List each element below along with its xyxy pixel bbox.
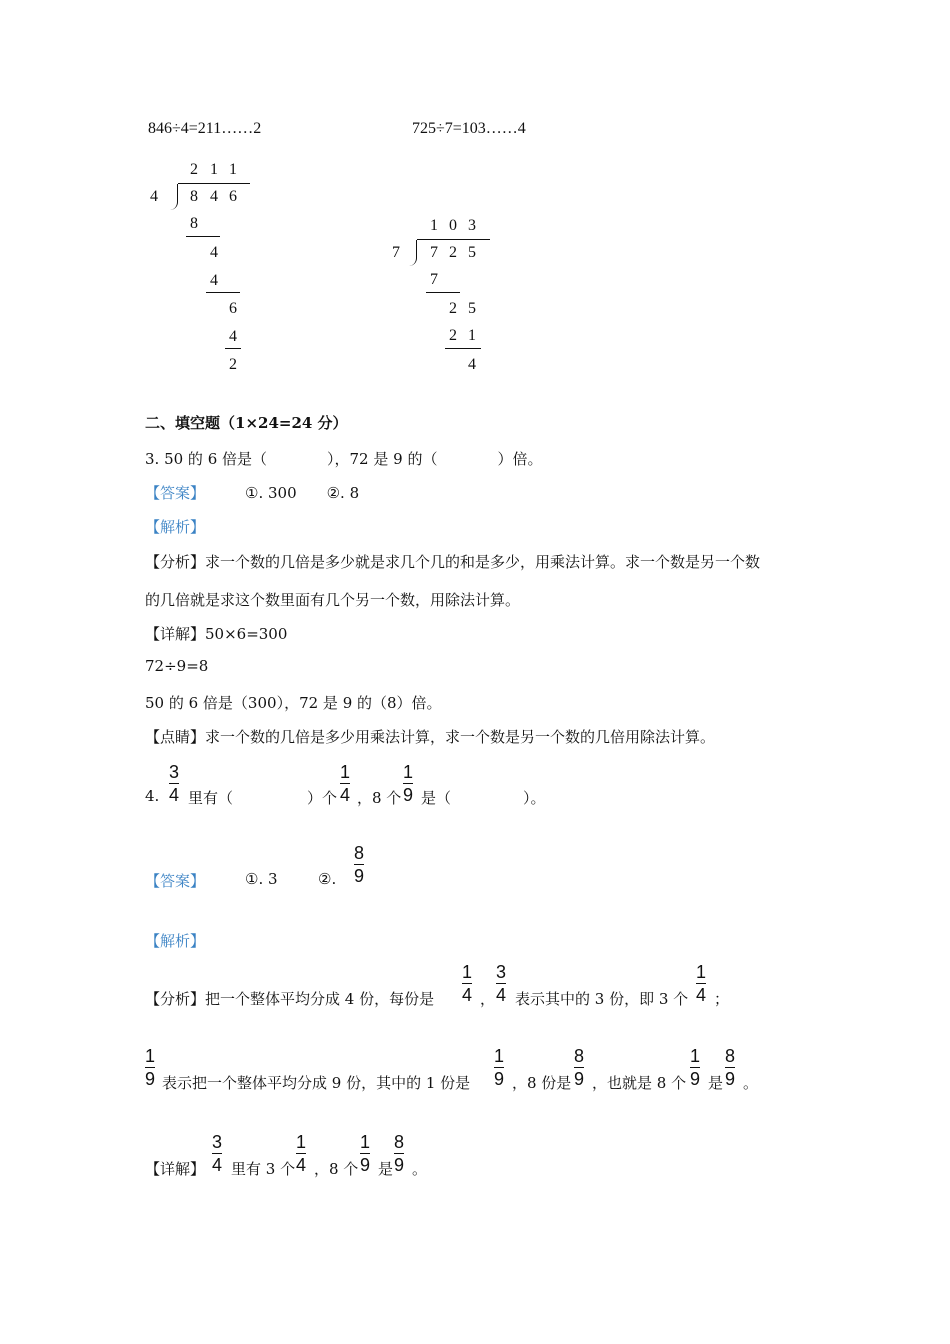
q3-dianjing: 【点睛】求一个数的几倍是多少用乘法计算，求一个数是另一个数的几倍用除法计算。 (145, 728, 716, 746)
q4-detail-label: 【详解】 (145, 1160, 206, 1178)
quotient-digit: 2 (190, 161, 198, 178)
q4-analysis-text: 表示把一个整体平均分成 9 份，其中的 1 份是 (162, 1074, 471, 1092)
q4-answer-label: 【答案】 (145, 872, 206, 890)
division-bracket (170, 184, 178, 210)
q4-number: 4. (145, 787, 160, 805)
section-title: 二、填空题（1×24=24 分） (145, 414, 348, 432)
q3-answer: ①. 300 ②. 8 (245, 484, 360, 502)
q3-analysis-label: 【解析】 (145, 518, 206, 536)
q4-analysis-text: 是 (708, 1074, 724, 1092)
q4-detail-text: 。 (412, 1160, 428, 1178)
step-digit: 8 (190, 215, 198, 232)
step-digit: 4 (210, 272, 218, 289)
quotient-digit: 0 (449, 217, 457, 234)
fraction-one-ninth: 1 9 (403, 762, 414, 805)
q3-analysis-line1: 【分析】求一个数的几倍是多少就是求几个几的和是多少，用乘法计算。求一个数是另一个数 (145, 553, 761, 571)
step-line (206, 292, 240, 293)
division-equation-2: 725÷7=103……4 (412, 120, 526, 137)
step-line (225, 348, 241, 349)
division-bar (178, 183, 250, 184)
fraction-one-fourth: 1 4 (340, 762, 351, 805)
q4-detail-text: 里有 3 个 (231, 1160, 296, 1178)
division-bracket (409, 240, 417, 266)
dividend-digit: 2 (449, 244, 457, 261)
q3-detail-line3: 50 的 6 倍是（300），72 是 9 的（8）倍。 (145, 694, 442, 712)
quotient-digit: 1 (430, 217, 438, 234)
fraction-eight-ninths: 8 9 (394, 1132, 405, 1175)
fraction-one-fourth: 1 4 (462, 962, 473, 1005)
fraction-one-ninth: 1 9 (494, 1046, 505, 1089)
q4-text: ）。 (523, 789, 546, 807)
fraction-eight-ninths: 8 9 (574, 1046, 585, 1089)
dividend-digit: 8 (190, 188, 198, 205)
division-bar (417, 239, 490, 240)
q4-analysis-text: ， (480, 990, 496, 1008)
step-line (426, 292, 460, 293)
q4-text: ，8 个 (357, 789, 402, 807)
quotient-digit: 3 (468, 217, 476, 234)
q3-detail-line2: 72÷9=8 (145, 657, 209, 675)
step-digit: 7 (430, 271, 438, 288)
q3-detail-line1: 【详解】50×6=300 (145, 625, 288, 643)
fraction-one-ninth: 1 9 (145, 1046, 156, 1089)
dividend-digit: 4 (210, 188, 218, 205)
division-equation-1: 846÷4=211……2 (148, 120, 262, 137)
dividend-digit: 7 (430, 244, 438, 261)
fraction-one-ninth: 1 9 (360, 1132, 371, 1175)
quotient-digit: 1 (229, 161, 237, 178)
q4-answer-1: ①. 3 (245, 870, 278, 888)
fraction-eight-ninths: 8 9 (725, 1046, 736, 1089)
step-digit: 4 (468, 356, 476, 373)
q4-analysis-text: ，8 份是 (512, 1074, 572, 1092)
fraction-one-fourth: 1 4 (296, 1132, 307, 1175)
step-digit: 1 (468, 327, 476, 344)
fraction-three-fourths: 3 4 (212, 1132, 223, 1175)
dividend-digit: 5 (468, 244, 476, 261)
q3-question: 3. 50 的 6 倍是（ ），72 是 9 的（ ）倍。 (145, 450, 543, 468)
step-line (445, 348, 481, 349)
step-line (186, 236, 220, 237)
q4-detail-text: 是 (378, 1160, 394, 1178)
q4-analysis-text: ； (714, 990, 730, 1008)
quotient-digit: 1 (210, 161, 218, 178)
q3-answer-label: 【答案】 (145, 484, 206, 502)
fraction-eight-ninths: 8 9 (354, 843, 365, 886)
q4-analysis-label: 【解析】 (145, 932, 206, 950)
dividend-digit: 6 (229, 188, 237, 205)
step-digit: 6 (229, 300, 237, 317)
q4-text: ）个 (307, 789, 338, 807)
divisor: 7 (392, 244, 400, 261)
q4-detail-text: ，8 个 (314, 1160, 359, 1178)
step-digit: 2 (449, 327, 457, 344)
q3-analysis-line2: 的几倍就是求这个数里面有几个另一个数，用除法计算。 (145, 591, 521, 609)
step-digit: 5 (468, 300, 476, 317)
step-digit: 2 (449, 300, 457, 317)
q4-text: 里有（ (188, 789, 234, 807)
q4-analysis-text: 。 (743, 1074, 759, 1092)
fraction-one-fourth: 1 4 (696, 962, 707, 1005)
step-digit: 4 (229, 328, 237, 345)
step-digit: 4 (210, 244, 218, 261)
step-digit: 2 (229, 356, 237, 373)
q4-answer-2: ②. (318, 870, 337, 888)
fraction-one-ninth: 1 9 (690, 1046, 701, 1089)
fraction-three-fourths: 3 4 (496, 962, 507, 1005)
q4-analysis-text: 表示其中的 3 份，即 3 个 (515, 990, 689, 1008)
divisor: 4 (150, 188, 158, 205)
fraction-three-fourths: 3 4 (169, 762, 180, 805)
q4-analysis-text: 【分析】把一个整体平均分成 4 份，每份是 (145, 990, 435, 1008)
q4-text: 是（ (421, 789, 452, 807)
q4-analysis-text: ，也就是 8 个 (592, 1074, 687, 1092)
